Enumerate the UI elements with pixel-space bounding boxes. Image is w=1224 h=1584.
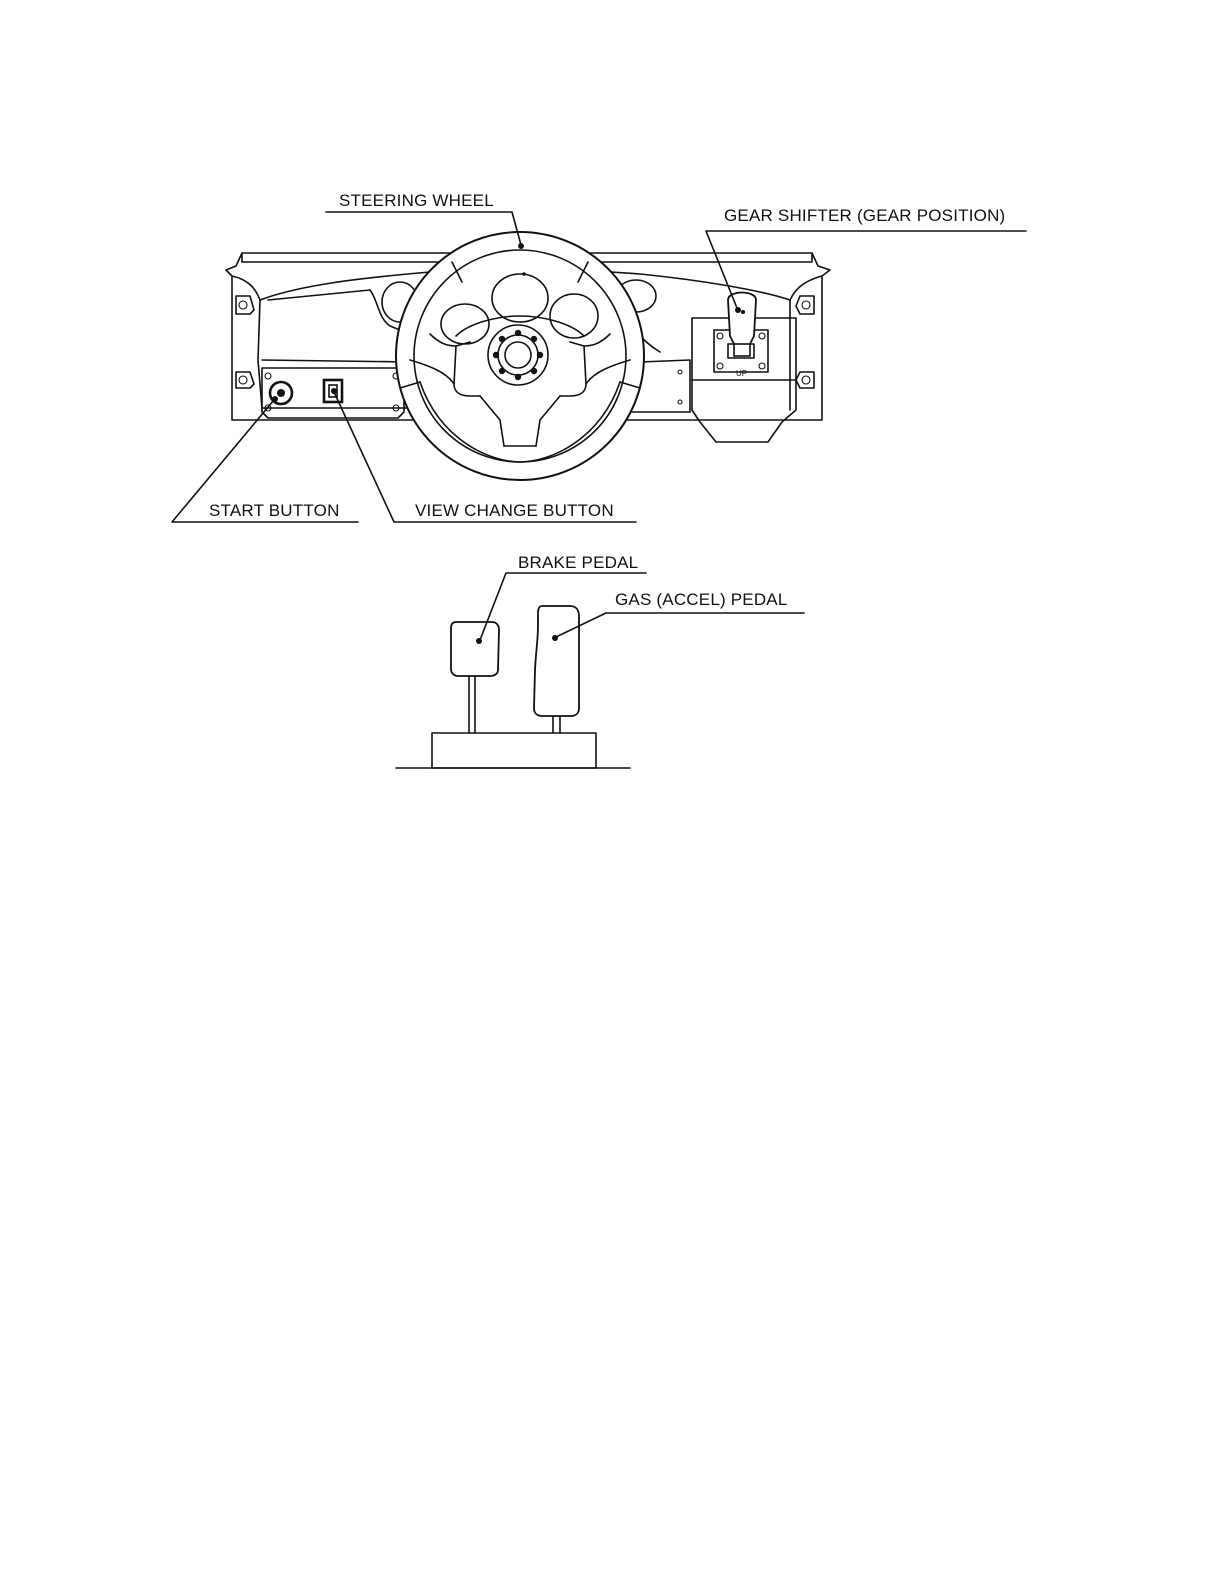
gas-pedal-label: GAS (ACCEL) PEDAL — [615, 590, 788, 609]
shifter-plate-text: UP — [736, 369, 748, 378]
gear-shifter-label: GEAR SHIFTER (GEAR POSITION) — [724, 206, 1006, 225]
steering-wheel-graphic — [396, 232, 644, 480]
brake-pedal-label: BRAKE PEDAL — [518, 553, 639, 572]
steering-wheel-label: STEERING WHEEL — [339, 191, 494, 210]
start-button-label: START BUTTON — [209, 501, 340, 520]
view-change-button-label: VIEW CHANGE BUTTON — [415, 501, 614, 520]
pedals-graphic — [396, 606, 630, 768]
